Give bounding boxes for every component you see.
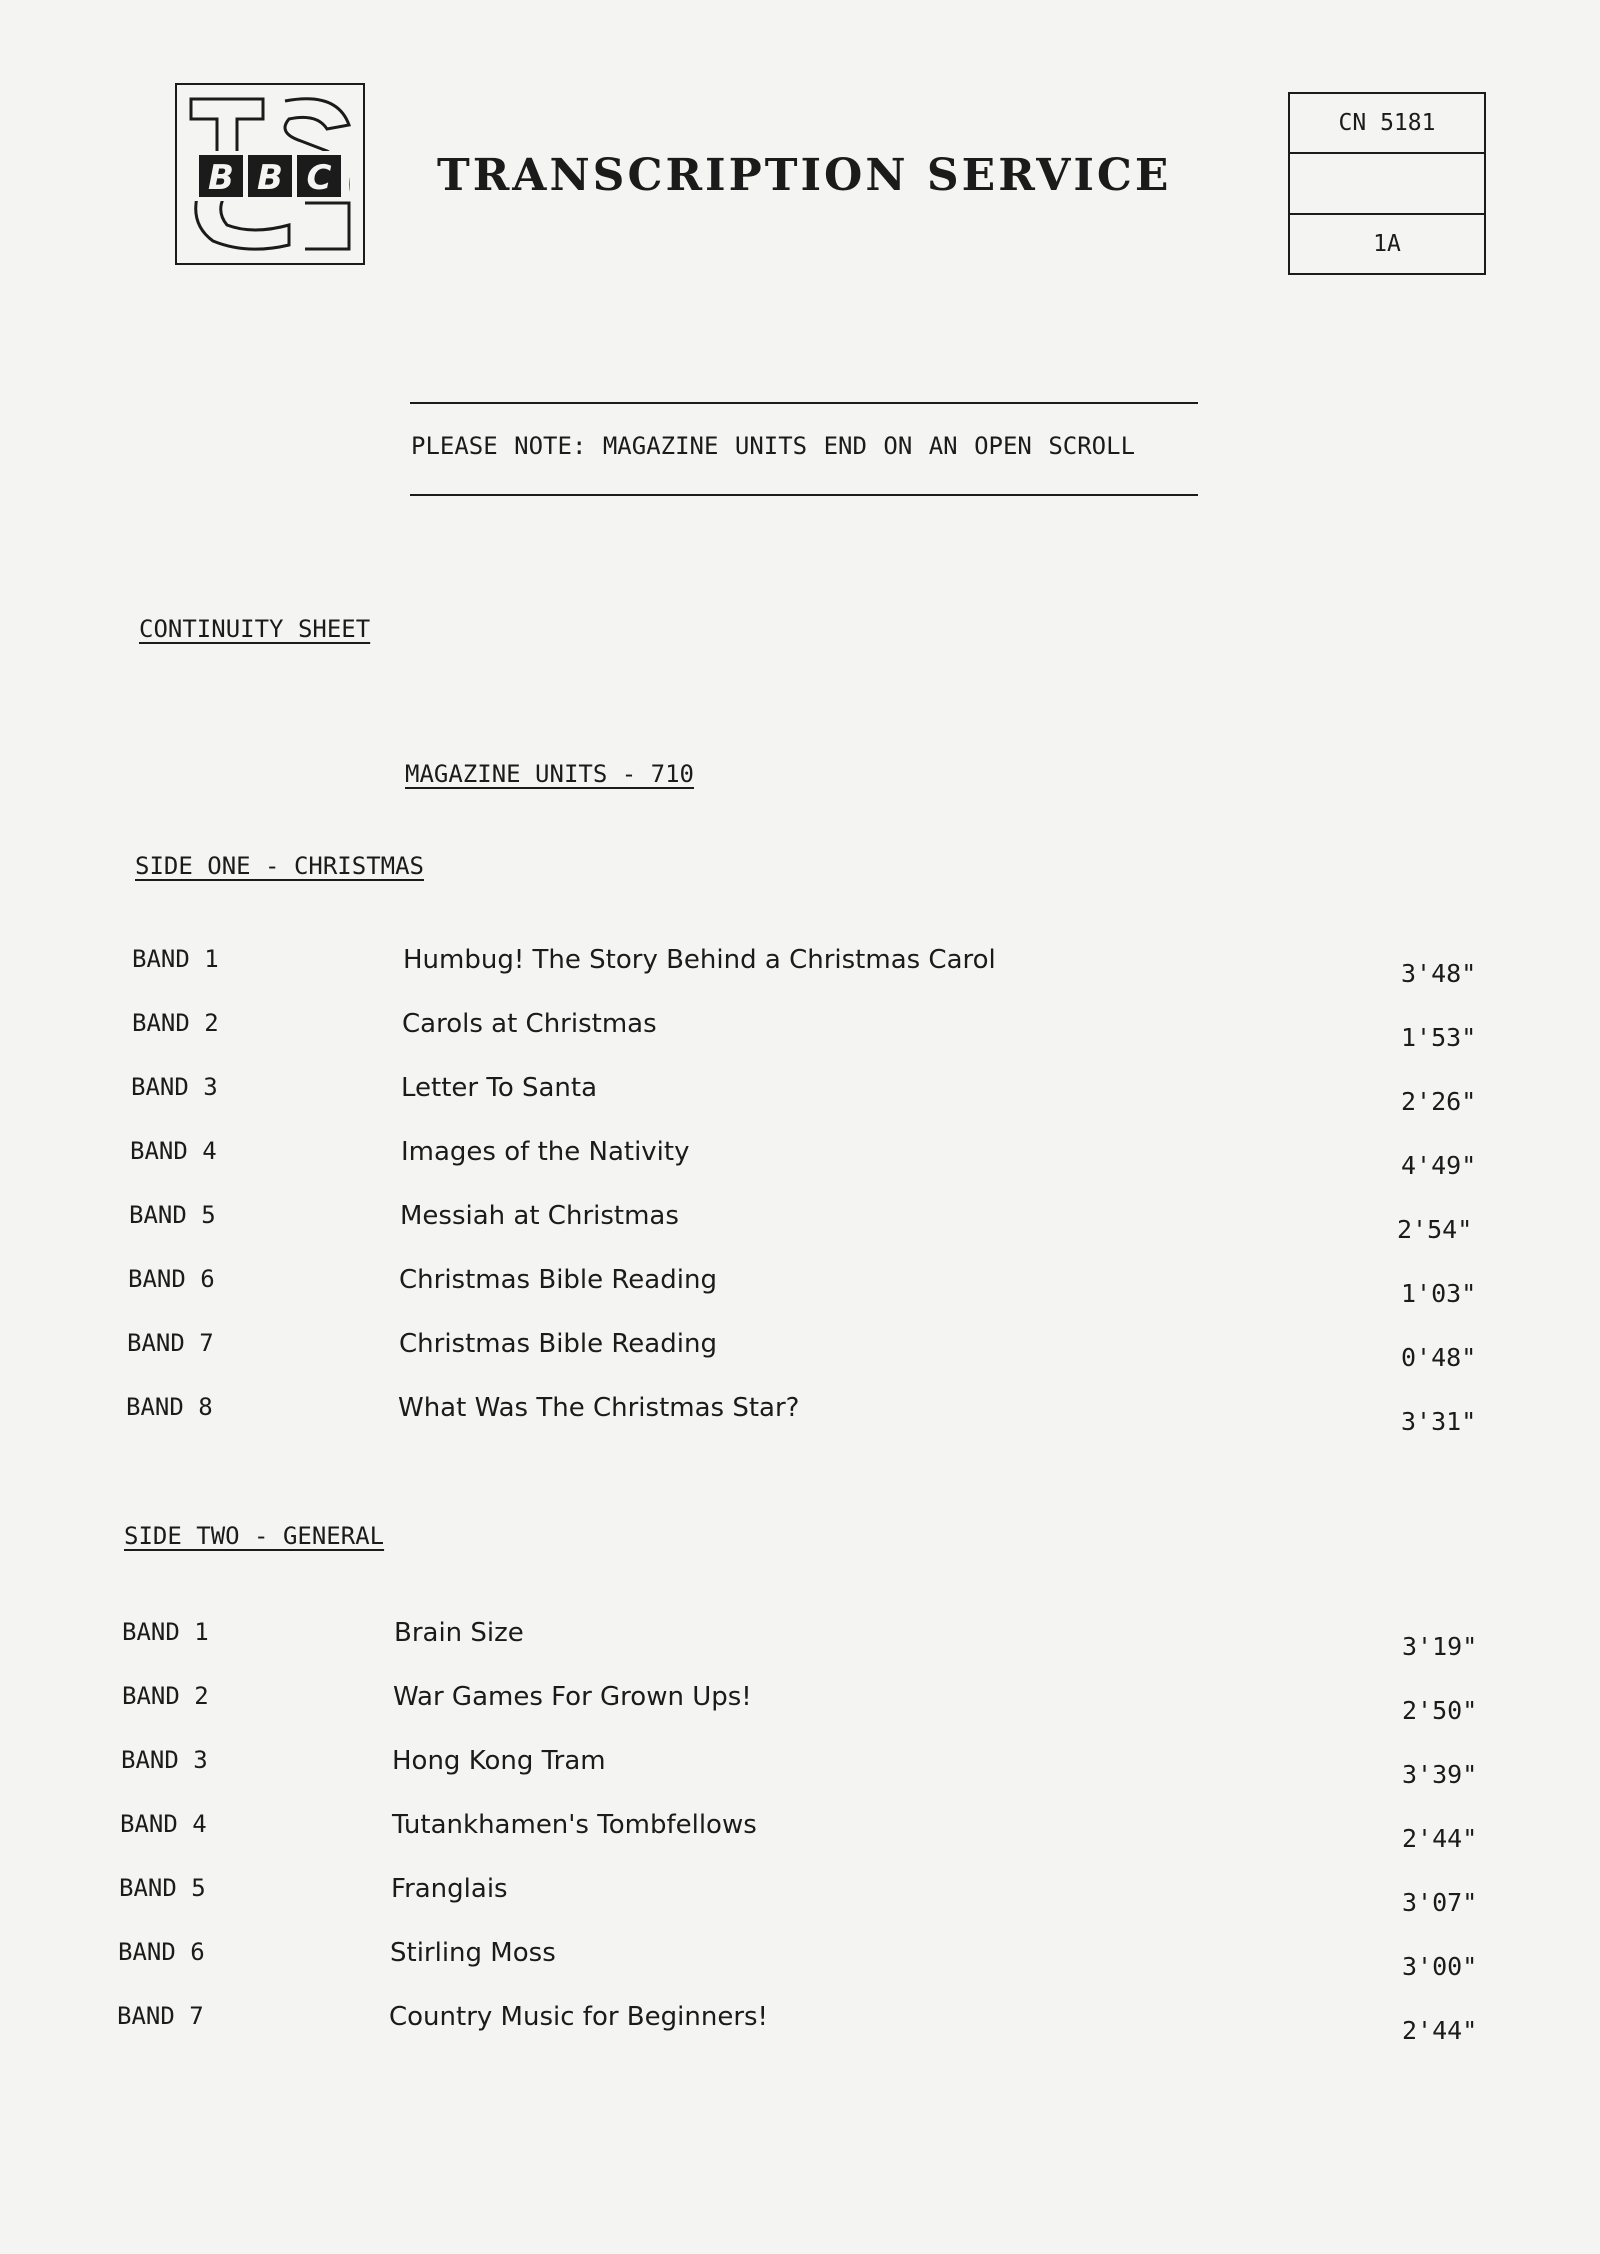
- band-number: BAND 5: [129, 1201, 216, 1229]
- band-number: BAND 7: [117, 2002, 204, 2030]
- band-title: Country Music for Beginners!: [389, 2002, 768, 2032]
- catalogue-number: CN 5181: [1338, 110, 1436, 137]
- band-duration: 1'53": [1401, 1023, 1477, 1052]
- reference-blank-cell: [1290, 152, 1484, 212]
- band-title: War Games For Grown Ups!: [393, 1682, 752, 1712]
- list-item: [0, 945, 1600, 1009]
- band-title: Brain Size: [394, 1618, 524, 1648]
- band-number: BAND 3: [121, 1746, 208, 1774]
- band-title: Hong Kong Tram: [392, 1746, 606, 1776]
- band-duration: 2'44": [1402, 1824, 1478, 1853]
- notice-text: PLEASE NOTE: MAGAZINE UNITS END ON AN OPEN SCROLL: [411, 432, 1136, 460]
- band-duration: 3'00": [1402, 1952, 1478, 1981]
- band-title: Franglais: [391, 1874, 508, 1904]
- band-title: Messiah at Christmas: [400, 1201, 679, 1231]
- bbc-ts-logo: [175, 83, 365, 265]
- band-number: BAND 7: [127, 1329, 214, 1357]
- list-item: [0, 1329, 1600, 1393]
- band-number: BAND 1: [122, 1618, 209, 1646]
- band-duration: 3'31": [1401, 1407, 1477, 1436]
- band-duration: 2'54": [1397, 1215, 1473, 1244]
- band-duration: 2'26": [1401, 1087, 1477, 1116]
- side-one-heading: SIDE ONE - CHRISTMAS: [135, 852, 424, 880]
- reference-box: [1288, 92, 1486, 275]
- list-item: [0, 1073, 1600, 1137]
- band-number: BAND 2: [132, 1009, 219, 1037]
- band-title: Tutankhamen's Tombfellows: [392, 1810, 757, 1840]
- band-title: Christmas Bible Reading: [399, 1265, 717, 1295]
- band-title: Images of the Nativity: [401, 1137, 690, 1167]
- band-duration: 0'48": [1401, 1343, 1477, 1372]
- band-number: BAND 4: [130, 1137, 217, 1165]
- band-duration: 2'44": [1402, 2016, 1478, 2045]
- side-two-band-list: [0, 1618, 1600, 2066]
- list-item: [0, 1874, 1600, 1938]
- list-item: [0, 1009, 1600, 1073]
- list-item: [0, 1618, 1600, 1682]
- band-duration: 3'07": [1402, 1888, 1478, 1917]
- side-one-band-list: [0, 945, 1600, 1457]
- band-duration: 2'50": [1402, 1696, 1478, 1725]
- list-item: [0, 1201, 1600, 1265]
- band-duration: 4'49": [1401, 1151, 1477, 1180]
- band-title: Stirling Moss: [390, 1938, 556, 1968]
- band-number: BAND 3: [131, 1073, 218, 1101]
- band-title: Humbug! The Story Behind a Christmas Carol: [403, 945, 996, 975]
- band-number: BAND 1: [132, 945, 219, 973]
- bbc-ts-logo-graphic: [177, 85, 363, 263]
- list-item: [0, 1682, 1600, 1746]
- band-title: What Was The Christmas Star?: [398, 1393, 800, 1423]
- band-number: BAND 6: [118, 1938, 205, 1966]
- band-number: BAND 8: [126, 1393, 213, 1421]
- continuity-sheet-heading: CONTINUITY SHEET: [139, 615, 371, 643]
- list-item: [0, 1137, 1600, 1201]
- list-item: [0, 2002, 1600, 2066]
- band-duration: 1'03": [1401, 1279, 1477, 1308]
- list-item: [0, 1746, 1600, 1810]
- svg-text:B: B: [208, 158, 234, 198]
- list-item: [0, 1938, 1600, 2002]
- band-number: BAND 2: [122, 1682, 209, 1710]
- list-item: [0, 1810, 1600, 1874]
- svg-text:C: C: [306, 158, 332, 198]
- band-duration: 3'39": [1402, 1760, 1478, 1789]
- band-number: BAND 5: [119, 1874, 206, 1902]
- band-title: Letter To Santa: [401, 1073, 598, 1103]
- band-title: Carols at Christmas: [402, 1009, 657, 1039]
- band-duration: 3'19": [1402, 1632, 1478, 1661]
- list-item: [0, 1265, 1600, 1329]
- disc-side-code: 1A: [1290, 213, 1484, 273]
- notice-rule-bottom: [410, 494, 1198, 496]
- band-title: Christmas Bible Reading: [399, 1329, 717, 1359]
- side-two-heading: SIDE TWO - GENERAL: [124, 1522, 385, 1550]
- band-number: BAND 4: [120, 1810, 207, 1838]
- series-heading: MAGAZINE UNITS - 710: [405, 760, 694, 788]
- svg-text:B: B: [257, 158, 283, 198]
- page-title: TRANSCRIPTION SERVICE: [437, 150, 1172, 201]
- notice-rule-top: [410, 402, 1198, 404]
- list-item: [0, 1393, 1600, 1457]
- band-duration: 3'48": [1401, 959, 1477, 988]
- band-number: BAND 6: [128, 1265, 215, 1293]
